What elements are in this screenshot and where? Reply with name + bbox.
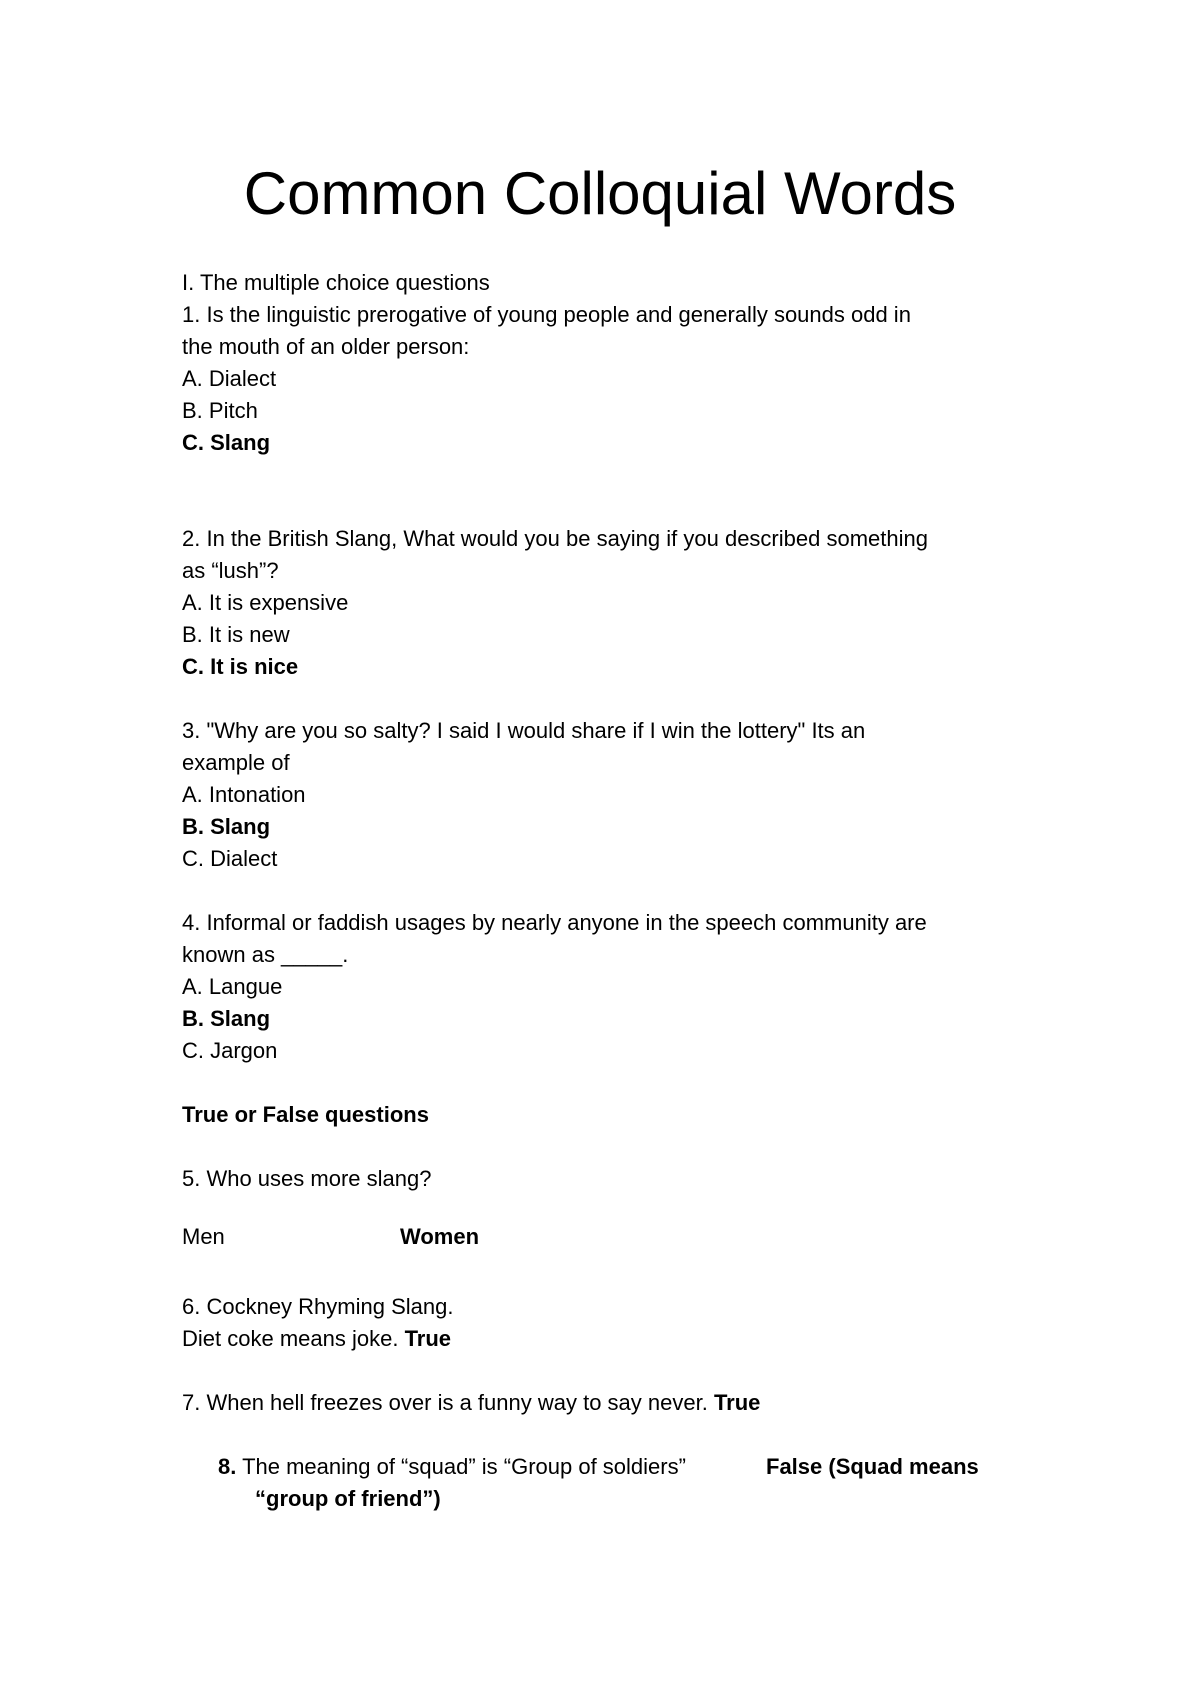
question-2-option-b: B. It is new <box>182 622 290 647</box>
question-2-line-1: 2. In the British Slang, What would you be saying if you described something <box>182 526 928 551</box>
question-8-answer-line-1: False (Squad means <box>766 1454 979 1479</box>
question-1-line-1: 1. Is the linguistic prerogative of young people and generally sounds odd in <box>182 302 911 327</box>
question-2-line-2: as “lush”? <box>182 558 279 583</box>
question-3-line-1: 3. "Why are you so salty? I said I would share if I win the lottery" Its an <box>182 718 866 743</box>
question-2-option-a: A. It is expensive <box>182 590 349 615</box>
question-1-option-b: B. Pitch <box>182 398 258 423</box>
question-7-line <box>182 1388 760 1418</box>
question-8-line-1 <box>218 1452 686 1482</box>
question-3-option-c: C. Dialect <box>182 846 278 871</box>
question-7-statement: 7. When hell freezes over is a funny way to say never. <box>182 1390 708 1415</box>
section-heading-multiple-choice: I. The multiple choice questions <box>182 270 490 295</box>
question-4-option-b-answer: B. Slang <box>182 1006 271 1031</box>
question-1-option-a: A. Dialect <box>182 366 277 391</box>
question-6-line-2 <box>182 1324 451 1354</box>
question-4-line-2: known as _____. <box>182 942 349 967</box>
question-4-option-c: C. Jargon <box>182 1038 278 1063</box>
question-5-option-women-answer: Women <box>400 1224 480 1249</box>
question-4-line-1: 4. Informal or faddish usages by nearly anyone in the speech community are <box>182 910 927 935</box>
question-6-answer: True <box>404 1326 452 1351</box>
page-title: Common Colloquial Words <box>243 160 957 227</box>
question-6-statement: Diet coke means joke. <box>182 1326 399 1351</box>
question-8-number: 8. <box>218 1454 237 1479</box>
question-5-text: 5. Who uses more slang? <box>182 1166 432 1191</box>
question-3-option-b-answer: B. Slang <box>182 814 271 839</box>
question-3-line-2: example of <box>182 750 290 775</box>
question-2-option-c-answer: C. It is nice <box>182 654 299 679</box>
question-6-line-1: 6. Cockney Rhyming Slang. <box>182 1294 454 1319</box>
question-5-option-men: Men <box>182 1224 225 1249</box>
question-3-option-a: A. Intonation <box>182 782 306 807</box>
question-1-option-c-answer: C. Slang <box>182 430 271 455</box>
question-4-option-a: A. Langue <box>182 974 283 999</box>
question-7-answer: True <box>713 1390 761 1415</box>
question-8-answer-line-2: “group of friend”) <box>255 1486 441 1511</box>
question-1-line-2: the mouth of an older person: <box>182 334 470 359</box>
section-heading-true-false: True or False questions <box>182 1102 429 1127</box>
question-8-statement: The meaning of “squad” is “Group of soldiers” <box>236 1454 686 1479</box>
